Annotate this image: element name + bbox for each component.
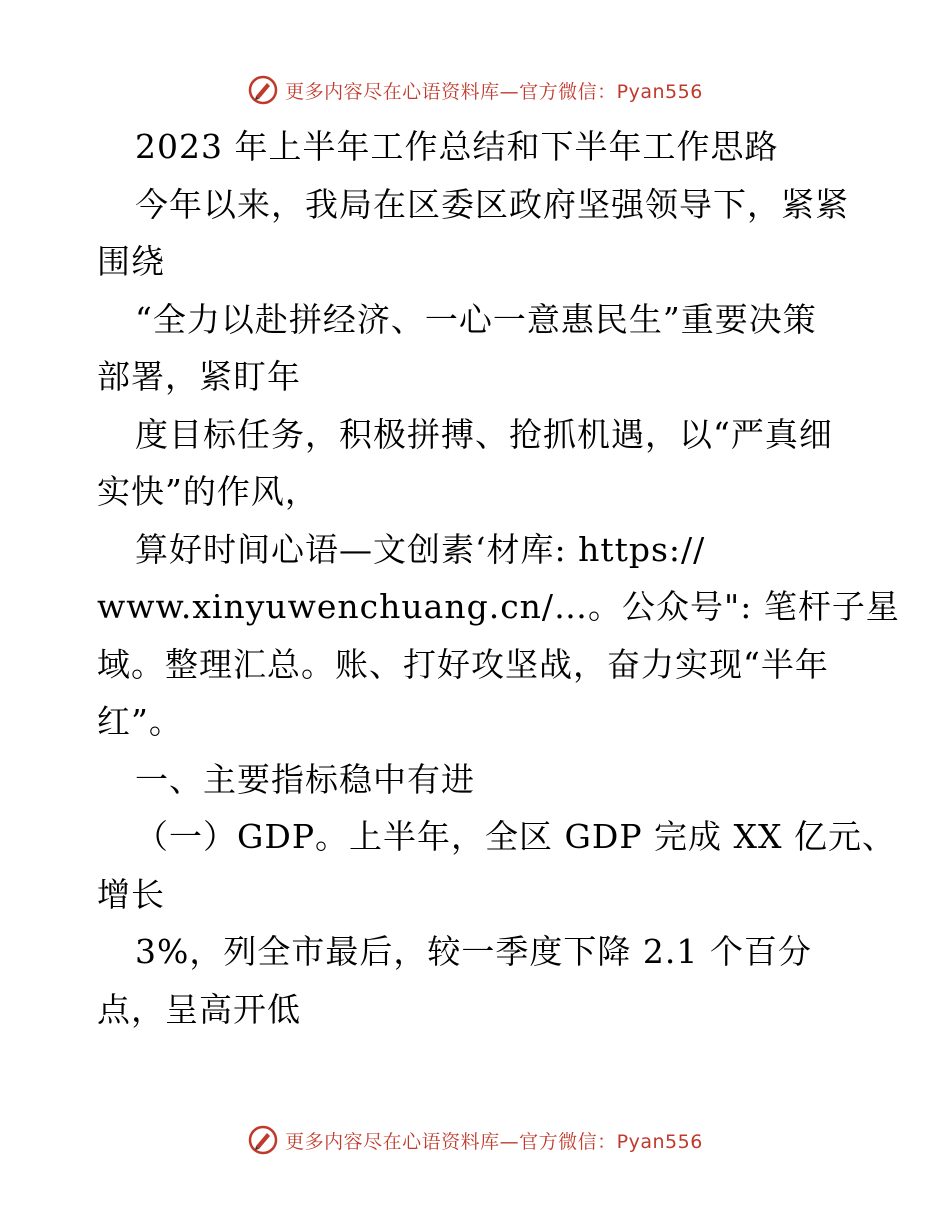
paragraph-line: 红”。 (97, 702, 183, 741)
header-banner (0, 70, 950, 110)
paragraph-line: 度目标任务，积极拼搏、抢抓机遇，以“严真细 (135, 414, 833, 454)
brand-logo-icon (247, 74, 279, 106)
footer-banner (0, 1120, 950, 1160)
paragraph-line: 域。整理汇总。账、打好攻坚战，奋力实现“半年 (97, 644, 829, 684)
document-body (97, 118, 900, 1038)
footer-banner-text: 更多内容尽在心语资料库—官方微信：Pyan556 (285, 1130, 703, 1153)
brand-logo-icon (247, 1124, 279, 1156)
paragraph-line: 部署，紧盯年 (97, 357, 301, 396)
paragraph-line: “全力以赴拼经济、一心一意惠民生”重要决策 (135, 299, 817, 339)
paragraph-line: 增长 (97, 874, 165, 914)
paragraph-line: 3%，列全市最后，较一季度下降 2.1 个百分 (135, 932, 812, 971)
paragraph-line: 实快”的作风， (97, 472, 319, 511)
paragraph-line: （一）GDP。上半年，全区 GDP 完成 XX 亿元、 (135, 817, 896, 856)
paragraph-line: 算好时间心语—文创素‘材库: https:// (135, 529, 706, 569)
paragraph-line: 今年以来，我局在区委区政府坚强领导下，紧紧 (135, 184, 849, 224)
paragraph-line: 围绕 (97, 242, 165, 281)
document-title: 2023 年上半年工作总结和下半年工作思路 (135, 127, 779, 166)
paragraph-line: 点，呈高开低 (97, 989, 301, 1029)
header-banner-text: 更多内容尽在心语资料库—官方微信：Pyan556 (285, 80, 703, 103)
section-heading: 一、主要指标稳中有进 (135, 759, 475, 799)
paragraph-line: www.xinyuwenchuang.cn/…。公众号": 笔杆子星 (97, 587, 900, 626)
